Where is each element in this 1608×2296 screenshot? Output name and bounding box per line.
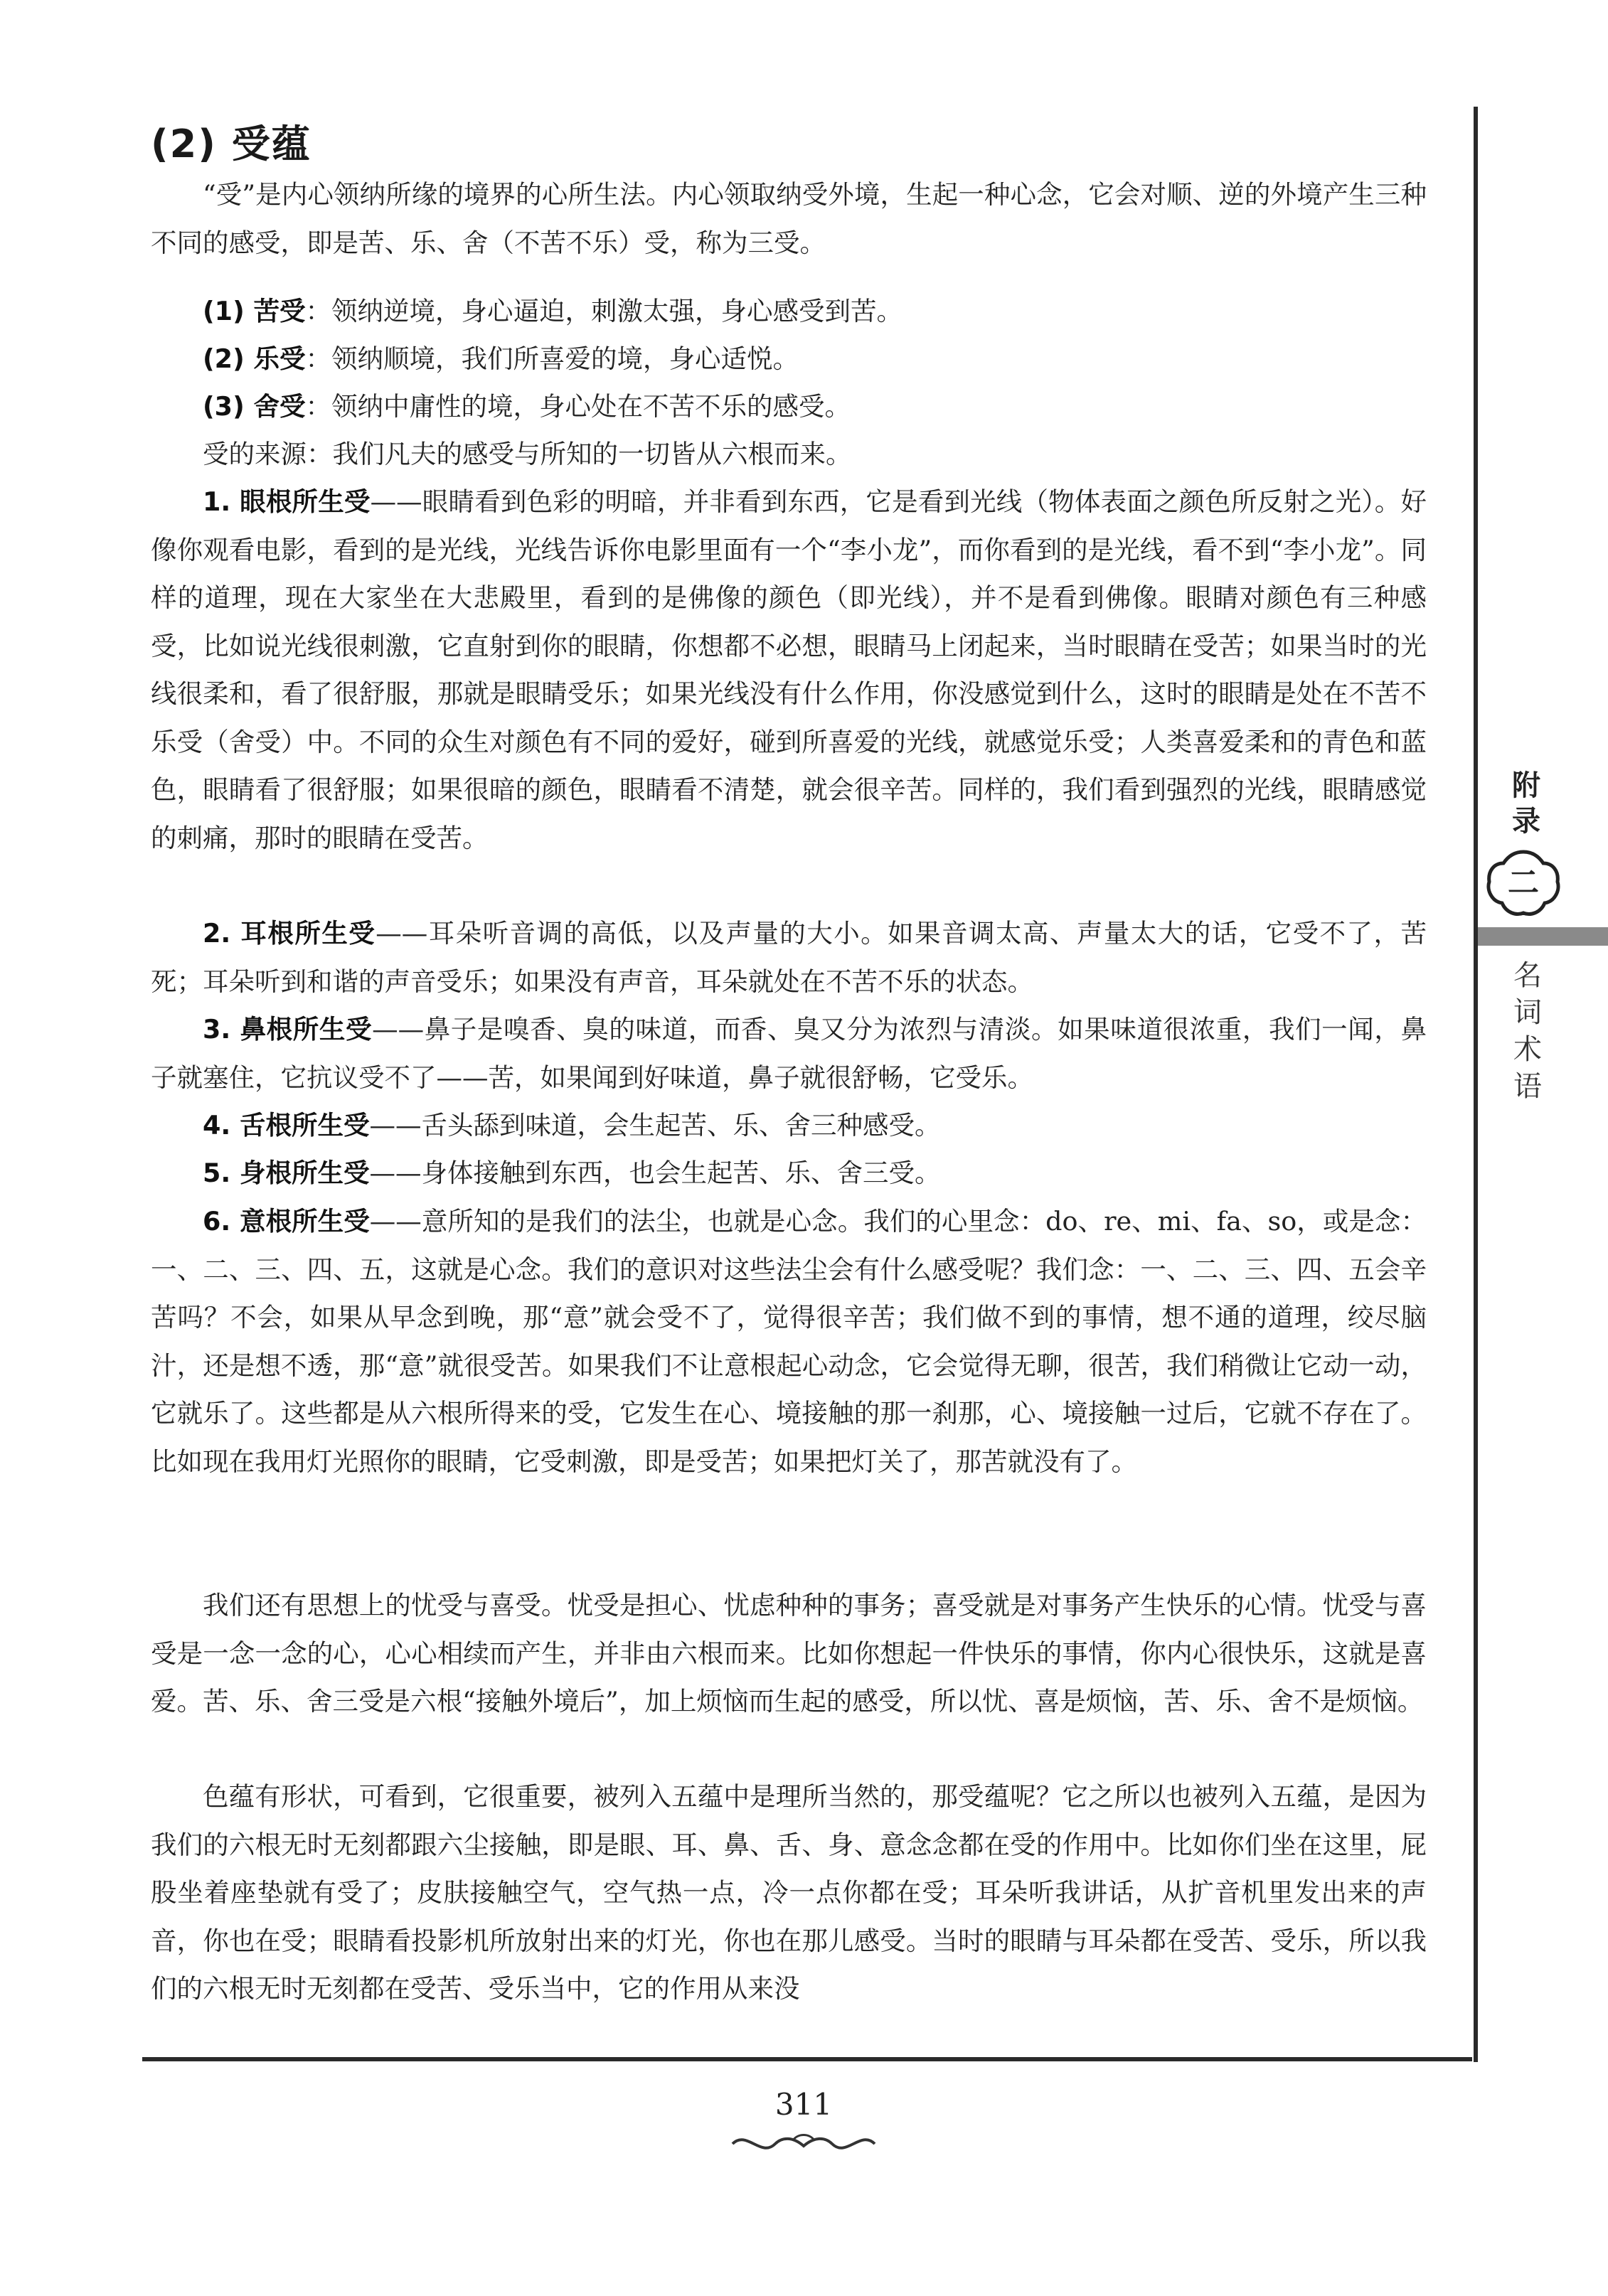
footer-rule	[142, 2057, 1472, 2061]
paragraph-text: ——耳朵听音调的高低，以及声量的大小。如果音调太高、声量太大的话，它受不了，苦死；耳朵听到和谐的声音受乐；如果没有声音，耳朵就处在不苦不乐的状态。	[151, 918, 1427, 997]
paragraph-text: ：领纳逆境，身心逼迫，刺激太强，身心感受到苦。	[305, 296, 902, 326]
section-title: (2) 受蕴	[151, 122, 312, 166]
side-vertical-char: 语	[1513, 1070, 1542, 1103]
side-tab-label-top: 附	[1512, 769, 1540, 802]
paragraph-label: (3) 舍受	[203, 391, 306, 422]
paragraph-text: “受”是内心领纳所缘的境界的心所生法。内心领取纳受外境，生起一种心念，它会对顺、逆的外境产生三种不同的感受，即是苦、乐、舍（不苦不乐）受，称为三受。	[151, 179, 1427, 258]
paragraph	[151, 909, 1427, 1005]
paragraph-text: ——舌头舔到味道，会生起苦、乐、舍三种感受。	[369, 1110, 941, 1141]
paragraph	[151, 1149, 1427, 1197]
paragraph-text: ——鼻子是嗅香、臭的味道，而香、臭又分为浓烈与清淡。如果味道很浓重，我们一闻，鼻子就塞住，它抗议受不了——苦，如果闻到好味道，鼻子就很舒畅，它受乐。	[151, 1014, 1427, 1093]
paragraph	[151, 335, 1427, 383]
paragraph-text: 色蕴有形状，可看到，它很重要，被列入五蕴中是理所当然的，那受蕴呢？它之所以也被列入五蕴，是因为我们的六根无时无刻都跟六尘接触，即是眼、耳、鼻、舌、身、意念念都在受的作用中。比如你们坐在这里，屁股坐着座垫就有受了；皮肤接触空气，空气热一点，冷一点你都在受；耳朵听我讲话，从扩音机里发出来的声音，你也在受；眼睛看投影机所放射出来的灯光，你也在那儿感受。当时的眼睛与耳朵都在受苦、受乐，所以我们的六根无时无刻都在受苦、受乐当中，它的作用从来没	[151, 1781, 1427, 2004]
paragraph-label: 1. 眼根所生受	[203, 486, 371, 517]
paragraph-label: 2. 耳根所生受	[203, 918, 376, 949]
paragraph	[151, 478, 1427, 862]
paragraph-text: ：领纳中庸性的境，身心处在不苦不乐的感受。	[305, 391, 851, 422]
paragraph	[151, 1005, 1427, 1101]
side-vertical-char: 术	[1513, 1033, 1542, 1066]
paragraph-text: 我们还有思想上的忧受与喜受。忧受是担心、忧虑种种的事务；喜受就是对事务产生快乐的心情。忧受与喜受是一念一念的心，心心相续而产生，并非由六根而来。比如你想起一件快乐的事情，你内心很快乐，这就是喜爱。苦、乐、舍三受是六根“接触外境后”，加上烦恼而生起的感受，所以忧、喜是烦恼，苦、乐、舍不是烦恼。	[151, 1590, 1427, 1716]
paragraph	[151, 287, 1427, 336]
side-tab-divider	[1478, 927, 1608, 946]
side-tab-label-bottom: 录	[1512, 805, 1540, 838]
paragraph-text: 受的来源：我们凡夫的感受与所知的一切皆从六根而来。	[203, 439, 852, 469]
side-vertical-char: 名	[1513, 959, 1542, 992]
paragraph-text: ——眼睛看到色彩的明暗，并非看到东西，它是看到光线（物体表面之颜色所反射之光）。好像你观看电影，看到的是光线，光线告诉你电影里面有一个“李小龙”，而你看到的是光线，看不到“李小龙”。同样的道理，现在大家坐在大悲殿里，看到的是佛像的颜色（即光线），并不是看到佛像。眼睛对颜色有三种感受，比如说光线很刺激，它直射到你的眼睛，你想都不必想，眼睛马上闭起来，当时眼睛在受苦；如果当时的光线很柔和，看了很舒服，那就是眼睛受乐；如果光线没有什么作用，你没感觉到什么，这时的眼睛是处在不苦不乐受（舍受）中。不同的众生对颜色有不同的爱好，碰到所喜爱的光线，就感觉乐受；人类喜爱柔和的青色和蓝色，眼睛看了很舒服；如果很暗的颜色，眼睛看不清楚，就会很辛苦。同样的，我们看到强烈的光线，眼睛感觉的刺痛，那时的眼睛在受苦。	[151, 486, 1427, 853]
paragraph	[151, 383, 1427, 431]
paragraph-label: 6. 意根所生受	[203, 1206, 370, 1237]
paragraph	[151, 430, 1427, 479]
paragraph-text: ——意所知的是我们的法尘，也就是心念。我们的心里念：do、re、mi、fa、so，或是念：一、二、三、四、五，这就是心念。我们的意识对这些法尘会有什么感受呢？我们念：一、二、三、四、五会辛苦吗？不会，如果从早念到晚，那“意”就会受不了，觉得很辛苦；我们做不到的事情，想不通的道理，绞尽脑汁，还是想不透，那“意”就很受苦。如果我们不让意根起心动念，它会觉得无聊，很苦，我们稍微让它动一动，它就乐了。这些都是从六根所得来的受，它发生在心、境接触的那一刹那，心、境接触一过后，它就不存在了。比如现在我用灯光照你的眼睛，它受刺激，即是受苦；如果把灯关了，那苦就没有了。	[151, 1206, 1427, 1477]
page-number: 311	[774, 2087, 833, 2122]
paragraph	[151, 1773, 1427, 2013]
paragraph-label: 3. 鼻根所生受	[203, 1014, 373, 1045]
paragraph	[151, 171, 1427, 267]
chapter-number: 二	[1508, 865, 1539, 901]
paragraph-text: ——身体接触到东西，也会生起苦、乐、舍三受。	[369, 1158, 941, 1188]
paragraph	[151, 1101, 1427, 1150]
chapter-circle-badge	[1485, 848, 1562, 919]
footer-ornament-icon	[725, 2126, 882, 2162]
paragraph-label: 5. 身根所生受	[203, 1158, 370, 1188]
paragraph-label: 4. 舌根所生受	[203, 1110, 370, 1141]
paragraph-label: (1) 苦受	[203, 296, 306, 326]
paragraph-label: (2) 乐受	[203, 343, 306, 374]
side-vertical-char: 词	[1513, 996, 1542, 1029]
paragraph	[151, 1197, 1427, 1485]
paragraph	[151, 1581, 1427, 1726]
side-vertical-title	[1506, 957, 1549, 1105]
paragraph-text: ：领纳顺境，我们所喜爱的境，身心适悦。	[305, 343, 799, 374]
